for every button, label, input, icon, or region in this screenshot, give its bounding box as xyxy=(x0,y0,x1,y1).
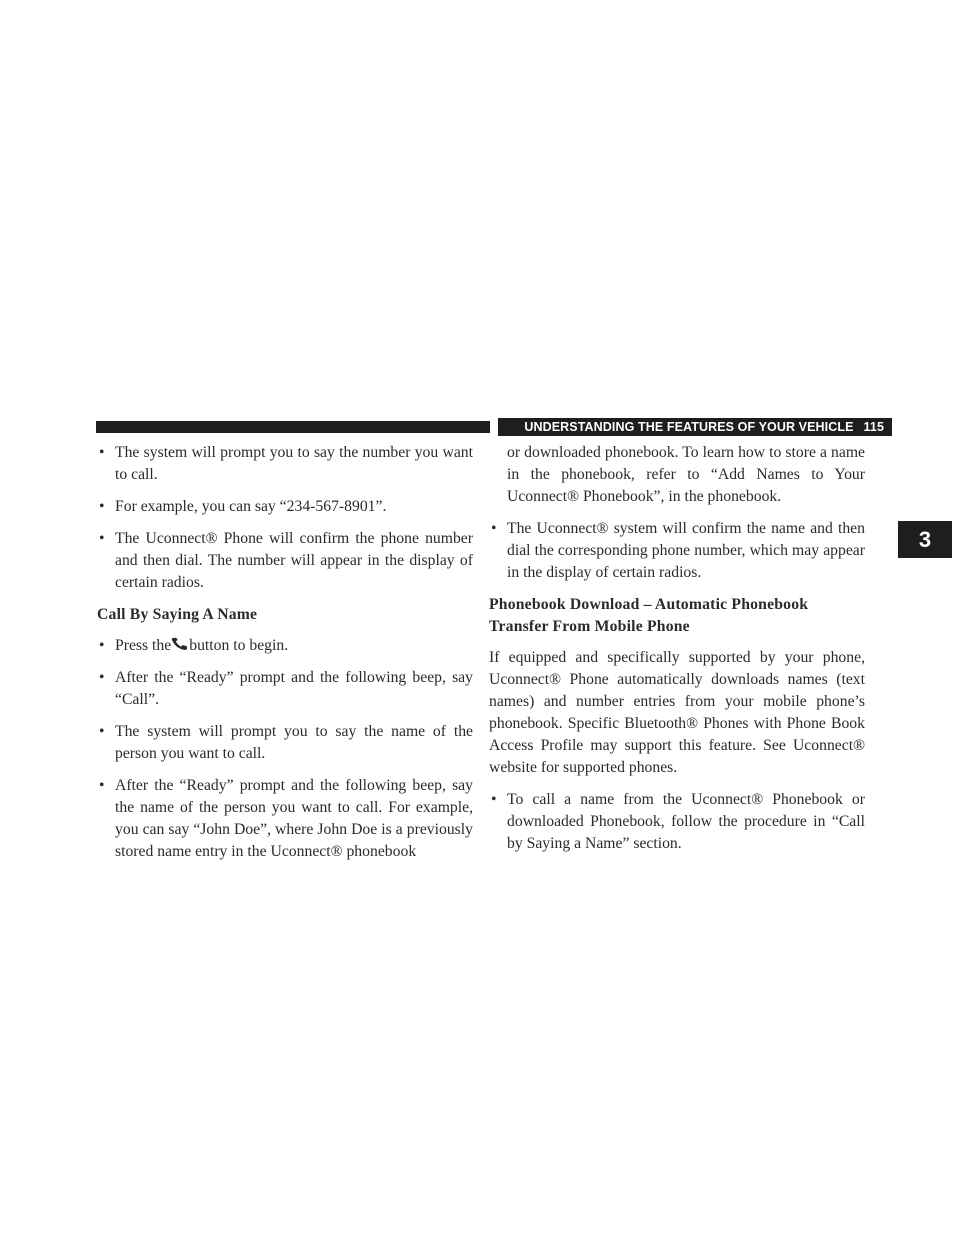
list-item: • The system will prompt you to say the name of the person you want to call. xyxy=(99,723,473,762)
press-prefix: Press the xyxy=(115,637,172,654)
list-item: • The Uconnect® Phone will confirm the phone number and then dial. The number will appear in the display of certain radios. xyxy=(99,530,473,591)
page-number: 115 xyxy=(863,420,884,434)
header-rule-left xyxy=(96,421,490,433)
left-column xyxy=(97,442,473,873)
running-header xyxy=(498,418,892,436)
continuation-text: or downloaded phonebook. To learn how to store a name in the phonebook, refer to “Add Names to Your Uconnect® Phonebook”, in the phonebook. xyxy=(507,444,865,505)
list-item-text: For example, you can say “234-567-8901”. xyxy=(115,498,387,515)
press-suffix: button to begin. xyxy=(189,637,289,654)
chapter-tab: 3 xyxy=(898,521,952,558)
section-heading: Call By Saying A Name xyxy=(97,606,258,623)
list-item: • After the “Ready” prompt and the following beep, say the name of the person you want to call. For example, you can say “John Doe”, where John Doe is a previously stored name entry in the Uconnect® phonebook xyxy=(99,777,473,860)
right-column xyxy=(489,442,865,865)
list-item: • Press the button to begin. xyxy=(99,637,289,654)
section-heading: Phonebook Download – Automatic Phonebook Transfer From Mobile Phone xyxy=(489,596,809,635)
list-item: • The Uconnect® system will confirm the name and then dial the corresponding phone number, which may appear in the display of certain radios. xyxy=(491,520,865,581)
list-item: • To call a name from the Uconnect® Phonebook or downloaded Phonebook, follow the procedure in “Call by Saying a Name” section. xyxy=(491,791,865,852)
list-item-text: The Uconnect® system will confirm the name and then dial the corresponding phone number, which may appear in the display of certain radios. xyxy=(507,520,865,581)
list-item-text: The system will prompt you to say the number you want to call. xyxy=(115,444,473,483)
phone-icon xyxy=(171,637,189,651)
body-paragraph: If equipped and specifically supported by your phone, Uconnect® Phone automatically downloads names (text names) and number entries from your mobile phone’s phonebook. Specific Bluetooth® Phones with Phone Book Access Profile may support this feature. See Uconnect® website for supported phones. xyxy=(489,649,865,776)
list-item-text: After the “Ready” prompt and the following beep, say “Call”. xyxy=(115,669,473,708)
list-item-text: The Uconnect® Phone will confirm the phone number and then dial. The number will appear in the display of certain radios. xyxy=(115,530,473,591)
list-item-text: To call a name from the Uconnect® Phonebook or downloaded Phonebook, follow the procedure in “Call by Saying a Name” section. xyxy=(507,791,865,852)
list-item: • The system will prompt you to say the number you want to call. xyxy=(99,444,473,483)
list-item-text: After the “Ready” prompt and the following beep, say the name of the person you want to call. For example, you can say “John Doe”, where John Doe is a previously stored name entry in the Uconnect® phonebook xyxy=(115,777,473,860)
list-item-text: The system will prompt you to say the name of the person you want to call. xyxy=(115,723,473,762)
section-title: UNDERSTANDING THE FEATURES OF YOUR VEHICLE xyxy=(524,420,854,434)
list-item: • After the “Ready” prompt and the following beep, say “Call”. xyxy=(99,669,473,708)
list-item: • For example, you can say “234-567-8901”. xyxy=(99,498,387,515)
